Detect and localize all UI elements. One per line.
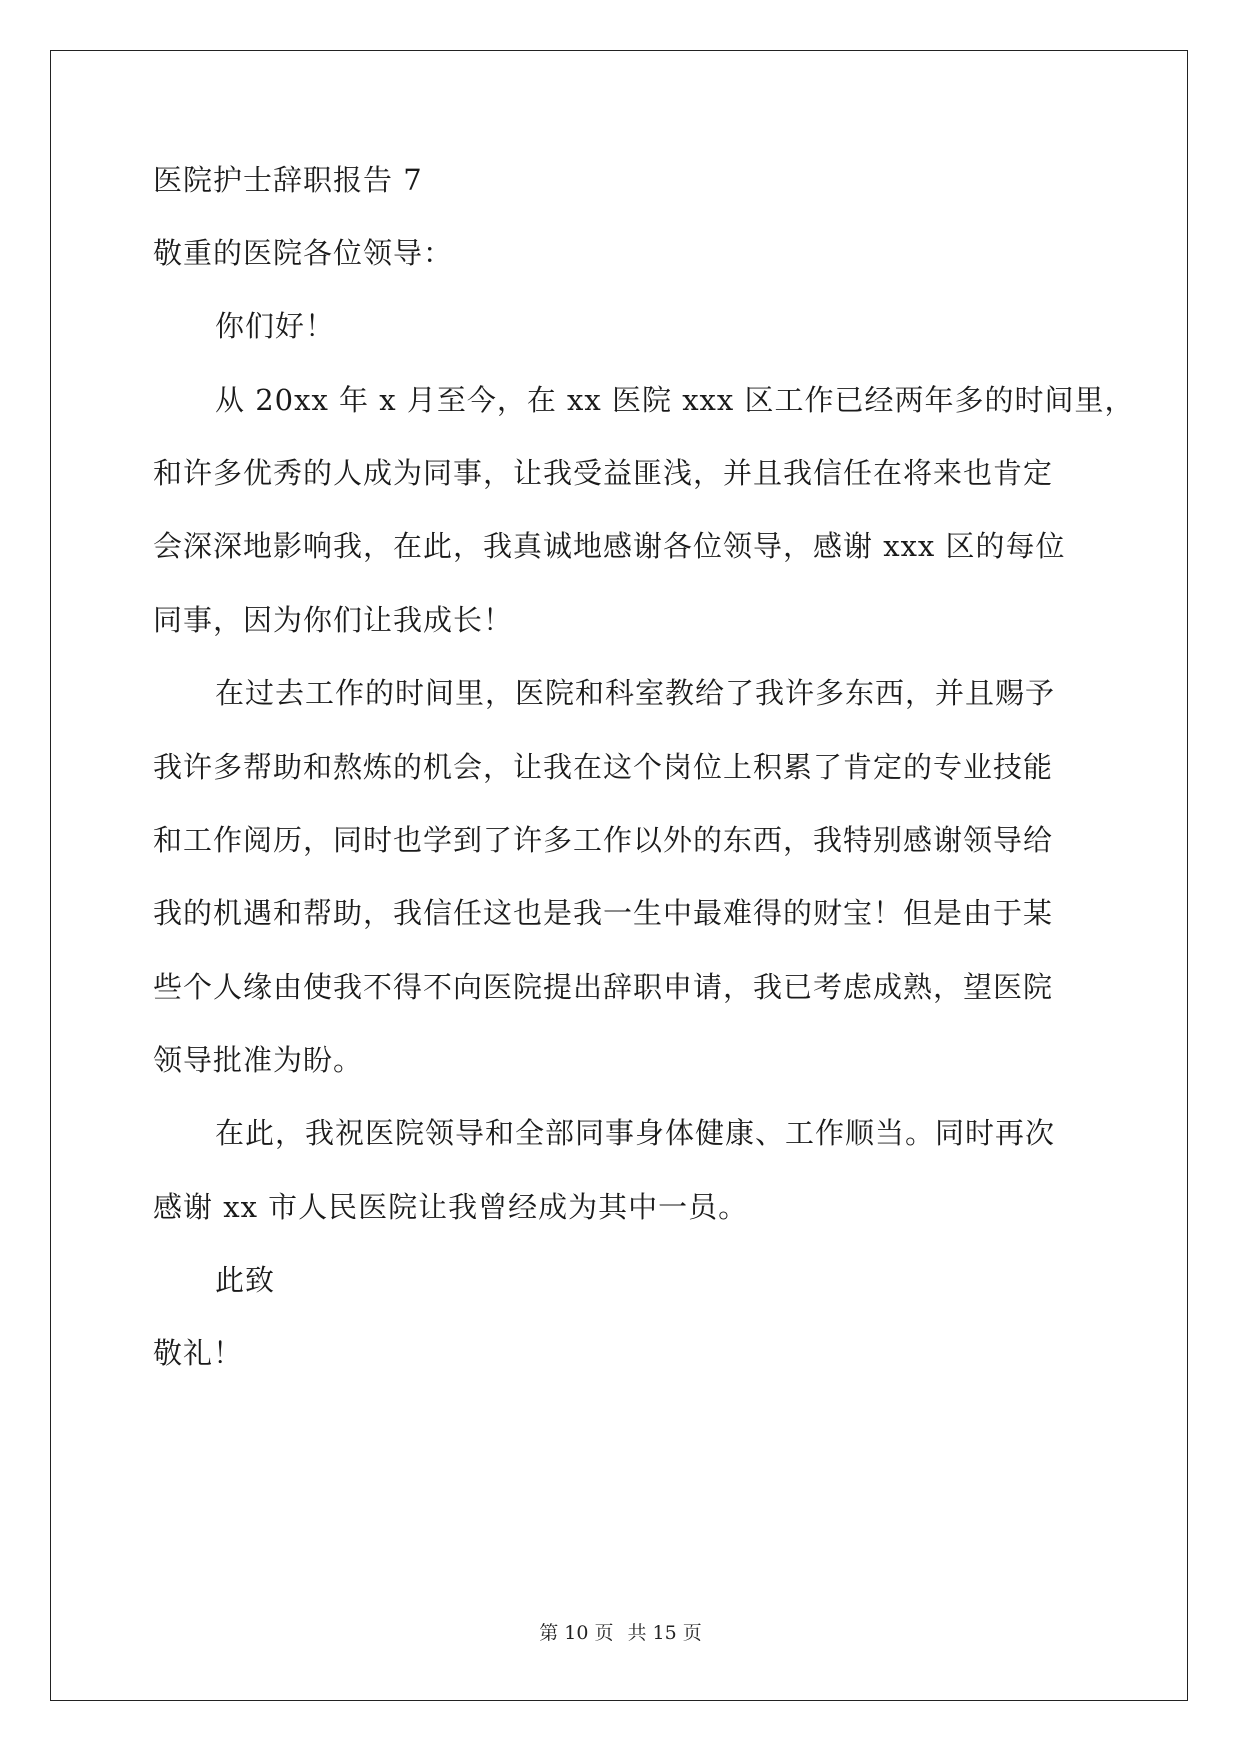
- document-title: 医院护士辞职报告 7: [153, 163, 423, 197]
- paragraph2-line2: 我许多帮助和熬炼的机会，让我在这个岗位上积累了肯定的专业技能: [153, 750, 1054, 784]
- paragraph1-line4: 同事，因为你们让我成长！: [153, 603, 514, 637]
- closing-1: 此致: [215, 1263, 276, 1297]
- paragraph1-line1: 从 20xx 年 x 月至今，在 xx 医院 xxx 区工作已经两年多的时间里，: [215, 383, 1135, 417]
- total-pages: 共 15 页: [627, 1622, 702, 1644]
- paragraph1-line3: 会深深地影响我，在此，我真诚地感谢各位领导，感谢 xxx 区的每位: [153, 529, 1066, 563]
- paragraph3-line1: 在此，我祝医院领导和全部同事身体健康、工作顺当。同时再次: [215, 1116, 1056, 1150]
- salutation: 敬重的医院各位领导：: [153, 236, 454, 270]
- closing-2: 敬礼！: [153, 1336, 244, 1370]
- paragraph2-line3: 和工作阅历，同时也学到了许多工作以外的东西，我特别感谢领导给: [153, 823, 1054, 857]
- paragraph2-line5: 些个人缘由使我不得不向医院提出辞职申请，我已考虑成熟，望医院: [153, 970, 1054, 1004]
- greeting: 你们好！: [215, 309, 336, 343]
- page-number: 第 10 页: [539, 1622, 614, 1644]
- page-footer: [0, 1618, 1241, 1645]
- paragraph2-line4: 我的机遇和帮助，我信任这也是我一生中最难得的财宝！但是由于某: [153, 896, 1054, 930]
- paragraph2-line1: 在过去工作的时间里，医院和科室教给了我许多东西，并且赐予: [215, 676, 1056, 710]
- paragraph3-line2: 感谢 xx 市人民医院让我曾经成为其中一员。: [153, 1190, 749, 1224]
- paragraph1-line2: 和许多优秀的人成为同事，让我受益匪浅，并且我信任在将来也肯定: [153, 456, 1054, 490]
- paragraph2-line6: 领导批准为盼。: [153, 1043, 364, 1077]
- page-border: [50, 50, 1188, 1701]
